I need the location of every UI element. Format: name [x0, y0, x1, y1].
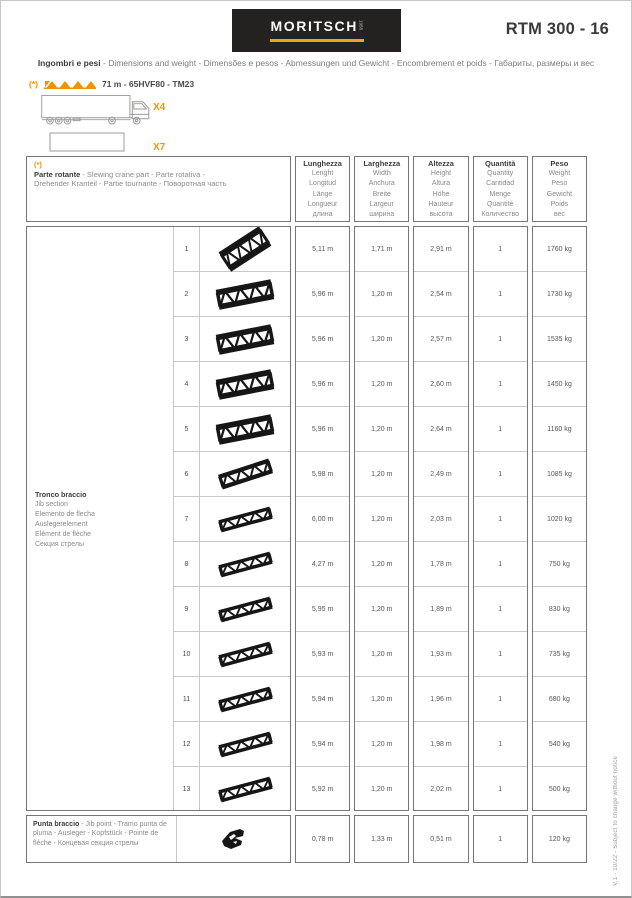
section-label-line: Elément de flèche	[35, 530, 92, 538]
cell-weight: 735 kg	[533, 632, 586, 677]
group-translations-1: - Slewing crane part - Parte rotativa -	[80, 169, 205, 179]
cell-qty: 1	[474, 407, 527, 452]
truss-section-icon	[200, 407, 290, 452]
column-header-height	[413, 156, 468, 222]
jib-point-length: 0,78 m	[295, 815, 350, 863]
jib-point-height: 0,51 m	[413, 815, 468, 863]
cell-width: 1,20 m	[355, 407, 408, 452]
cell-qty: 1	[474, 587, 527, 632]
section-label	[27, 227, 174, 811]
cell-weight: 680 kg	[533, 677, 586, 722]
column-subtitle: Breite	[372, 190, 391, 198]
column-subtitle: Gewicht	[546, 190, 573, 198]
cell-weight: 1450 kg	[533, 362, 586, 407]
cell-width: 1,20 m	[371, 786, 393, 793]
cell-height: 1,93 m	[414, 632, 467, 677]
jib-point-qty: 1	[473, 815, 528, 863]
jib-point-weight: 120 kg	[532, 815, 587, 863]
cell-width: 1,20 m	[355, 632, 408, 677]
column-subtitle: Количество	[481, 211, 519, 219]
truss-section-icon	[200, 317, 290, 362]
column-title: Lunghezza	[303, 159, 342, 168]
cell-weight: 500 kg	[548, 786, 570, 793]
cell-height: 1,98 m	[414, 722, 467, 767]
column-title: Larghezza	[363, 159, 401, 168]
column-subtitle: Altura	[431, 180, 451, 188]
truss-section-icon	[200, 542, 290, 587]
section-label-title: Tronco braccio	[35, 489, 87, 499]
cell-length: 5,96 m	[296, 407, 349, 452]
model-title: RTM 300 - 16	[505, 20, 609, 38]
row-number: 10	[174, 632, 200, 677]
page-subtitle	[1, 58, 631, 68]
column-subtitle: Anchura	[368, 180, 395, 188]
cell-length: 4,27 m	[296, 542, 349, 587]
jib-point-row-label	[26, 815, 291, 863]
truss-section-icon	[200, 362, 290, 407]
brand-name: MORITSCH	[270, 18, 358, 34]
column-subtitle: Largeur	[369, 200, 394, 208]
cell-height: 2,02 m	[430, 786, 452, 793]
jib-point-width: 1,33 m	[354, 815, 409, 863]
cell-height: 2,03 m	[414, 497, 467, 542]
truss-section-icon	[200, 632, 290, 677]
height-column	[413, 226, 468, 811]
cell-length: 5,96 m	[296, 317, 349, 362]
cell-weight: 540 kg	[533, 722, 586, 767]
length-column	[295, 226, 350, 811]
cell-height: 1,96 m	[414, 677, 467, 722]
column-subtitle: вес	[553, 211, 565, 219]
trailer-count-label: X7	[153, 142, 166, 153]
column-subtitle: Height	[430, 170, 452, 178]
row-number: 8	[174, 542, 200, 587]
cell-qty: 1	[474, 542, 527, 587]
brand-logo	[232, 9, 401, 52]
jib-point-label	[27, 816, 177, 862]
cell-qty: 1	[474, 497, 527, 542]
row-number: 9	[174, 587, 200, 632]
cell-qty: 1	[474, 362, 527, 407]
truss-section-icon	[200, 452, 290, 497]
row-number: 5	[174, 407, 200, 452]
table-group-header	[26, 156, 291, 222]
row-number: 13	[174, 767, 200, 811]
cell-length: 5,92 m	[311, 786, 334, 793]
cell-length: 6,00 m	[296, 497, 349, 542]
cell-height: 2,49 m	[414, 452, 467, 497]
transport-config-label: 71 m - 65HVF80 - TM23	[101, 79, 195, 89]
truss-section-icon	[200, 272, 290, 317]
footnote-marker: (*)	[29, 79, 38, 89]
section-label-line: Секция стрелы	[35, 540, 85, 548]
column-header-quantity	[473, 156, 528, 222]
column-subtitle: Poids	[550, 200, 569, 208]
row-number: 12	[174, 722, 200, 767]
brand-year: 1958	[358, 20, 364, 31]
cell-height: 1,89 m	[414, 587, 467, 632]
cell-weight: 1730 kg	[533, 272, 586, 317]
column-subtitle: Cantidad	[486, 180, 515, 188]
column-header-width	[354, 156, 409, 222]
jib-point-icon	[177, 816, 290, 862]
cell-length: 5,96 m	[296, 272, 349, 317]
column-title: Altezza	[428, 159, 454, 168]
cell-qty: 1	[474, 632, 527, 677]
truss-section-icon	[200, 497, 290, 542]
cell-length: 5,11 m	[296, 227, 349, 272]
jib-point-title: Punta braccio	[33, 821, 80, 828]
dimensions-weight-table	[26, 156, 587, 863]
cell-width: 1,20 m	[355, 362, 408, 407]
column-subtitle: Peso	[551, 180, 568, 188]
cell-weight: 1020 kg	[533, 497, 586, 542]
cell-qty: 1	[474, 317, 527, 362]
cell-height: 2,64 m	[414, 407, 467, 452]
column-subtitle: ширина	[369, 211, 395, 219]
row-number: 1	[174, 227, 200, 272]
column-subtitle: Weight	[548, 170, 571, 178]
subtitle-primary: Ingombri e pesi	[37, 58, 101, 68]
column-subtitle: Höhe	[432, 190, 450, 198]
jib-point-translations: - Jib point - Tramo punta de pluma - Ausleger - Kopfstück - Pointe de flèche - Концевая секция стрелы	[33, 821, 167, 847]
cell-height: 2,54 m	[414, 272, 467, 317]
cell-length: 5,96 m	[296, 362, 349, 407]
cell-qty: 1	[474, 227, 527, 272]
subtitle-translations: - Dimensions and weight - Dimensões e pesos - Abmessungen und Gewicht - Encombrement et poids - Габариты, размеры и вес	[100, 58, 595, 68]
cell-height: 2,91 m	[414, 227, 467, 272]
cell-qty: 1	[474, 452, 527, 497]
row-number: 6	[174, 452, 200, 497]
column-subtitle: Quantité	[486, 200, 514, 208]
boom-truss-icon	[44, 79, 96, 89]
cell-qty: 1	[474, 272, 527, 317]
group-title: Parte rotante	[34, 169, 81, 179]
cell-weight: 1085 kg	[533, 452, 586, 497]
page-header	[1, 1, 631, 156]
row-number: 7	[174, 497, 200, 542]
cell-width: 1,20 m	[355, 497, 408, 542]
cell-length: 5,98 m	[296, 452, 349, 497]
section-label-line: Jib section	[35, 500, 69, 508]
cell-weight: 750 kg	[533, 542, 586, 587]
section-label-line: Elemento de flecha	[35, 510, 95, 518]
cell-width: 1,20 m	[355, 722, 408, 767]
truss-section-icon	[200, 677, 290, 722]
row-number: 4	[174, 362, 200, 407]
column-subtitle: Länge	[312, 190, 333, 198]
column-subtitle: Hauteur	[428, 200, 454, 208]
column-subtitle: Width	[372, 170, 391, 178]
row-number: 2	[174, 272, 200, 317]
column-title: Quantità	[484, 159, 516, 168]
cell-height: 1,78 m	[414, 542, 467, 587]
cell-qty: 1	[474, 722, 527, 767]
truss-section-icon	[200, 587, 290, 632]
section-label-line: Auslegerelement	[35, 520, 88, 528]
cell-height: 2,57 m	[414, 317, 467, 362]
cell-height: 2,60 m	[414, 362, 467, 407]
truck-icon	[40, 94, 152, 125]
quantity-column	[473, 226, 528, 811]
weight-column	[532, 226, 587, 811]
column-subtitle: Lenght	[311, 170, 334, 178]
truck-count-label: X4	[153, 102, 166, 113]
column-title: Peso	[550, 159, 569, 168]
column-subtitle: Longitud	[309, 180, 337, 188]
column-header-length	[295, 156, 350, 222]
trailer-icon	[49, 132, 125, 152]
column-subtitle: высота	[429, 211, 453, 219]
column-subtitle: Menge	[489, 190, 511, 198]
cell-weight: 1160 kg	[533, 407, 586, 452]
column-subtitle: Quantity	[487, 170, 514, 178]
jib-sections-group	[26, 226, 291, 811]
cell-width: 1,20 m	[355, 587, 408, 632]
column-subtitle: длина	[312, 211, 333, 219]
cell-width: 1,20 m	[355, 452, 408, 497]
cell-width: 1,71 m	[355, 227, 408, 272]
column-subtitle: Longueur	[307, 200, 338, 208]
truss-section-icon	[200, 767, 290, 811]
footnote-marker: (*)	[34, 160, 42, 169]
cell-weight: 830 kg	[533, 587, 586, 632]
cell-qty: 1	[498, 786, 503, 793]
cell-width: 1,20 m	[355, 272, 408, 317]
cell-length: 5,94 m	[296, 677, 349, 722]
column-header-weight	[532, 156, 587, 222]
width-column	[354, 226, 409, 811]
cell-length: 5,95 m	[296, 587, 349, 632]
cell-weight: 1535 kg	[533, 317, 586, 362]
row-number: 11	[174, 677, 200, 722]
cell-width: 1,20 m	[355, 317, 408, 362]
cell-length: 5,93 m	[296, 632, 349, 677]
transport-config-line	[29, 79, 194, 89]
cell-length: 5,94 m	[296, 722, 349, 767]
cell-qty: 1	[474, 677, 527, 722]
truss-section-icon	[200, 722, 290, 767]
group-translations-2: Drehender Kranteil - Partie tournante - Поворотная часть	[34, 179, 227, 188]
logo-underline	[270, 39, 364, 42]
cell-weight: 1760 kg	[533, 227, 586, 272]
row-number: 3	[174, 317, 200, 362]
cell-width: 1,20 m	[355, 677, 408, 722]
revision-note: V.1 - 10/22 - Subject to change without notice	[613, 756, 619, 886]
truss-section-icon	[200, 227, 290, 272]
cell-width: 1,20 m	[355, 542, 408, 587]
